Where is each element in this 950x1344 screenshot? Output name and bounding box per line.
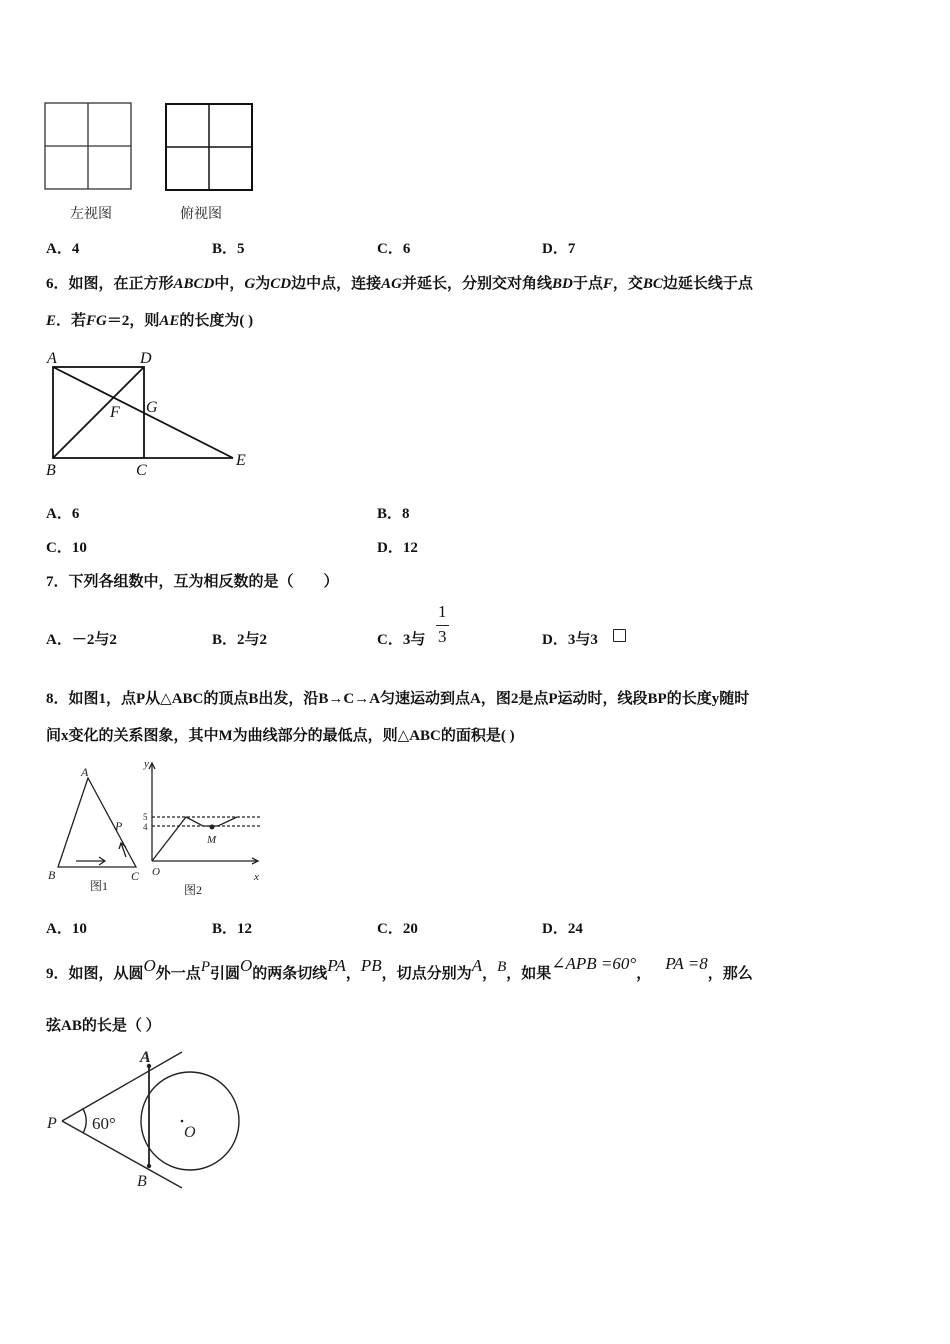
- q9-angle-label: 60°: [92, 1114, 116, 1133]
- q9-label-a: A: [140, 1049, 151, 1066]
- q8-option-a: A．10: [46, 921, 87, 937]
- q5-option-c: C．6: [377, 241, 411, 257]
- q8-stem-line2: 间x变化的关系图象，其中M为曲线部分的最低点，则△ABC的面积是( ): [46, 728, 515, 744]
- q6-label-a: A: [47, 350, 57, 367]
- q6-label-b: B: [46, 462, 56, 479]
- q6-label-g: G: [146, 399, 158, 416]
- q7-option-d: D．3与3: [542, 632, 598, 648]
- q8-figure-1: [40, 760, 150, 900]
- q8-stem-line1: 8．如图1，点P从△ABC的顶点B出发，沿B→C→A匀速运动到点A，图2是点P运动时，线段BP的长度y随时: [46, 691, 750, 707]
- q8-fig1-label-p: P: [115, 819, 123, 833]
- q7-option-b: B．2与2: [212, 632, 268, 648]
- q8-option-b: B．12: [212, 921, 253, 937]
- q6-option-b: B．8: [377, 506, 410, 522]
- q8-fig2-label-o: O: [152, 866, 160, 878]
- q8-fig2-label-x: x: [254, 871, 259, 883]
- q6-square-figure: [40, 345, 260, 480]
- q6-stem-line1: 6．如图，在正方形ABCD中，G为CD边中点，连接AG并延长，分别交对角线BD于点F，交BC边延长线于点: [46, 276, 753, 292]
- q6-option-c: C．10: [46, 540, 87, 556]
- q5-option-b: B．5: [212, 241, 245, 257]
- q6-label-f: F: [110, 404, 120, 421]
- q6-option-d: D．12: [377, 540, 418, 556]
- q7-stem: 7．下列各组数中，互为相反数的是（ ）: [46, 574, 339, 590]
- q9-label-b: B: [137, 1173, 147, 1190]
- q7-fraction-bar: [436, 625, 449, 626]
- q8-option-c: C．20: [377, 921, 418, 937]
- q8-fig2-tick-5: 5: [143, 812, 148, 822]
- q6-option-a: A．6: [46, 506, 80, 522]
- q7-option-c: C．3与: [377, 632, 426, 648]
- q9-circle-figure: [45, 1048, 255, 1193]
- q8-fig2-label-y: y: [144, 758, 149, 770]
- q5-option-a: A．4: [46, 241, 80, 257]
- top-view-figure: [162, 100, 258, 196]
- q8-option-d: D．24: [542, 921, 583, 937]
- q9-label-p: P: [47, 1115, 57, 1132]
- q8-fig1-label-b: B: [48, 868, 56, 882]
- q8-fig1-label-c: C: [131, 869, 140, 883]
- q6-label-d: D: [140, 350, 152, 367]
- q8-fig2-tick-4: 4: [143, 822, 148, 832]
- q6-label-c: C: [136, 462, 147, 479]
- q9-stem-line1: 9．如图，从圆O外一点P引圆O的两条切线PA，PB，切点分别为A，B，如果∠APB =60°，PA =8，那么: [46, 954, 753, 982]
- q8-fig2-caption: 图2: [184, 883, 203, 897]
- q7-fraction-denominator: 3: [438, 627, 447, 646]
- q7-option-a: A．－2与2: [46, 632, 117, 648]
- q9-label-o: O: [184, 1124, 196, 1141]
- q6-label-e: E: [236, 452, 246, 469]
- left-view-figure: [40, 98, 140, 198]
- top-view-caption: 俯视图: [180, 206, 222, 222]
- q9-stem-line2: 弦AB的长是（ ）: [46, 1018, 161, 1034]
- q8-fig1-caption: 图1: [90, 879, 109, 893]
- q8-figure-2: [140, 755, 270, 900]
- broken-glyph-icon: [613, 629, 626, 642]
- q8-fig2-label-m: M: [207, 834, 217, 846]
- left-view-caption: 左视图: [70, 206, 112, 222]
- q5-option-d: D．7: [542, 241, 576, 257]
- q7-fraction-numerator: 1: [438, 602, 447, 621]
- q6-stem-line2: E．若FG＝2，则AE的长度为( ): [46, 313, 254, 329]
- q8-fig1-label-a: A: [81, 765, 89, 779]
